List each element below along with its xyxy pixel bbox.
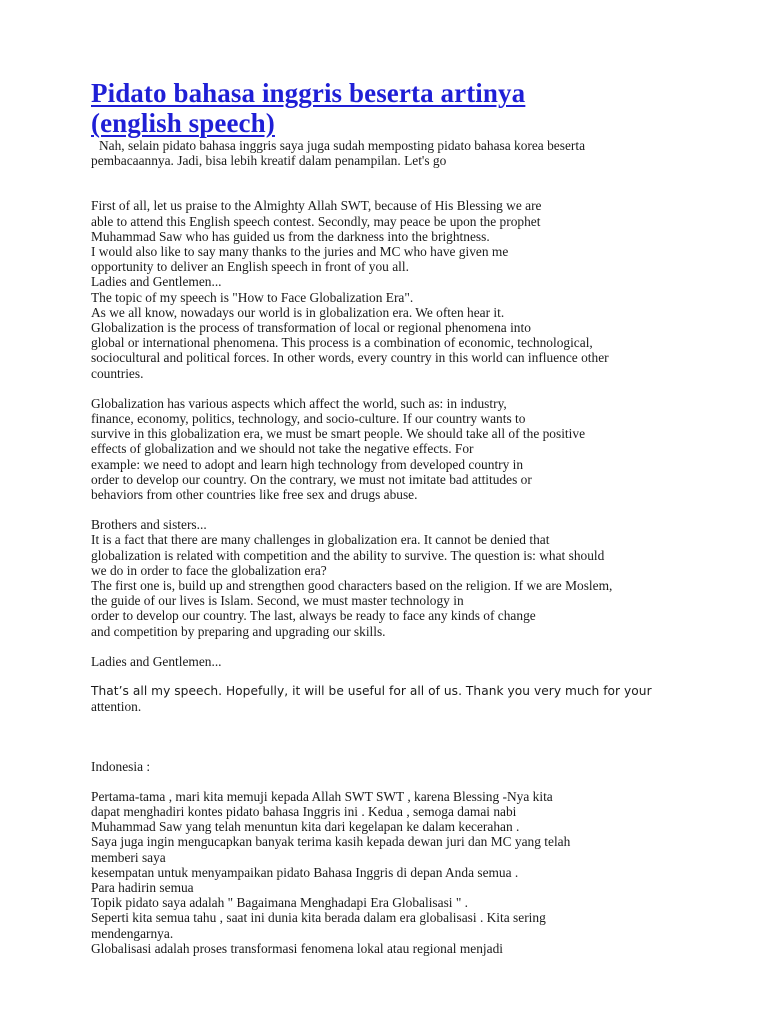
text-line: order to develop our country. The last, always be ready to face any kinds of change [91, 608, 536, 624]
intro-line: pembacaannya. Jadi, bisa lebih kreatif dalam penampilan. Let's go [91, 153, 447, 169]
text-line: Topik pidato saya adalah " Bagaimana Menghadapi Era Globalisasi " . [91, 895, 469, 911]
text-line: globalization is related with competition and the ability to survive. The question is: what should [91, 547, 605, 563]
text-line: Globalization is the process of transformation of local or regional phenomena into [91, 320, 531, 336]
section-heading-indonesia: Indonesia : [91, 758, 151, 774]
text-line: Ladies and Gentlemen... [91, 653, 222, 669]
text-line: Muhammad Saw who has guided us from the darkness into the brightness. [91, 228, 490, 244]
spacer [91, 639, 691, 654]
text-line: Brothers and sisters... [91, 517, 207, 533]
paragraph-closing [91, 684, 691, 714]
spacer [91, 502, 691, 517]
text-line: Ladies and Gentlemen... [91, 274, 222, 290]
text-line: First of all, let us praise to the Almighty Allah SWT, because of His Blessing we are [91, 198, 542, 214]
text-line: As we all know, nowadays our world is in globalization era. We often hear it. [91, 304, 505, 320]
text-line: opportunity to deliver an English speech in front of you all. [91, 259, 409, 275]
text-line: kesempatan untuk menyampaikan pidato Bahasa Inggris di depan Anda semua . [91, 864, 519, 880]
text-line: able to attend this English speech contest. Secondly, may peace be upon the prophet [91, 213, 541, 229]
text-line: dapat menghadiri kontes pidato bahasa Inggris ini . Kedua , semoga damai nabi [91, 803, 517, 819]
text-line: effects of globalization and we should not take the negative effects. For [91, 441, 474, 457]
text-line: That’s all my speech. Hopefully, it will be useful for all of us. Thank you very much for your [91, 684, 652, 699]
spacer [91, 381, 691, 396]
text-line: Para hadirin semua [91, 879, 194, 895]
text-line: and competition by preparing and upgrading our skills. [91, 623, 386, 639]
text-line: we do in order to face the globalization era? [91, 562, 327, 578]
text-line: Muhammad Saw yang telah menuntun kita dari kegelapan ke dalam kecerahan . [91, 819, 520, 835]
text-line: sociocultural and political forces. In other words, every country in this world can influence other [91, 350, 609, 366]
text-line: Seperti kita semua tahu , saat ini dunia kita berada dalam era globalisasi . Kita sering [91, 910, 546, 926]
spacer [91, 168, 691, 198]
text-line: The topic of my speech is "How to Face Globalization Era". [91, 289, 414, 305]
text-line: Globalisasi adalah proses transformasi fenomena lokal atau regional menjadi [91, 940, 503, 956]
text-line: example: we need to adopt and learn high technology from developed country in [91, 456, 524, 472]
text-line: countries. [91, 365, 144, 381]
text-line: memberi saya [91, 849, 166, 865]
spacer [91, 774, 691, 789]
text-line: It is a fact that there are many challenges in globalization era. It cannot be denied that [91, 532, 550, 548]
text-line: Pertama-tama , mari kita memuji kepada Allah SWT SWT , karena Blessing -Nya kita [91, 788, 553, 804]
spacer [91, 715, 691, 759]
intro-line: Nah, selain pidato bahasa inggris saya juga sudah memposting pidato bahasa korea beserta [99, 138, 586, 153]
document-body [91, 138, 691, 956]
text-line: behaviors from other countries like free sex and drugs abuse. [91, 487, 418, 503]
document-page [91, 78, 691, 956]
text-line: Globalization has various aspects which affect the world, such as: in industry, [91, 395, 507, 411]
paragraph-aspects [91, 396, 691, 502]
text-line: survive in this globalization era, we must be smart people. We should take all of the positive [91, 426, 586, 442]
spacer [91, 669, 691, 684]
text-line: order to develop our country. On the contrary, we must not imitate bad attitudes or [91, 471, 532, 487]
text-line: The first one is, build up and strengthen good characters based on the religion. If we are Moslem, [91, 578, 613, 594]
text-line: attention. [91, 699, 142, 715]
text-line: the guide of our lives is Islam. Second, we must master technology in [91, 593, 464, 609]
paragraph-challenges [91, 517, 691, 639]
text-line: finance, economy, politics, technology, and socio-culture. If our country wants to [91, 411, 526, 427]
title-link-line1[interactable]: Pidato bahasa inggris beserta artinya [91, 78, 526, 108]
document-title[interactable] [91, 78, 691, 138]
text-line: I would also like to say many thanks to the juries and MC who have given me [91, 244, 509, 260]
title-link-line2[interactable]: (english speech) [91, 108, 275, 138]
text-line: Saya juga ingin mengucapkan banyak terima kasih kepada dewan juri dan MC yang telah [91, 834, 571, 850]
paragraph-opening [91, 198, 691, 380]
text-line: mendengarnya. [91, 925, 174, 941]
paragraph-indonesian [91, 789, 691, 956]
text-line: global or international phenomena. This process is a combination of economic, technological, [91, 335, 593, 351]
